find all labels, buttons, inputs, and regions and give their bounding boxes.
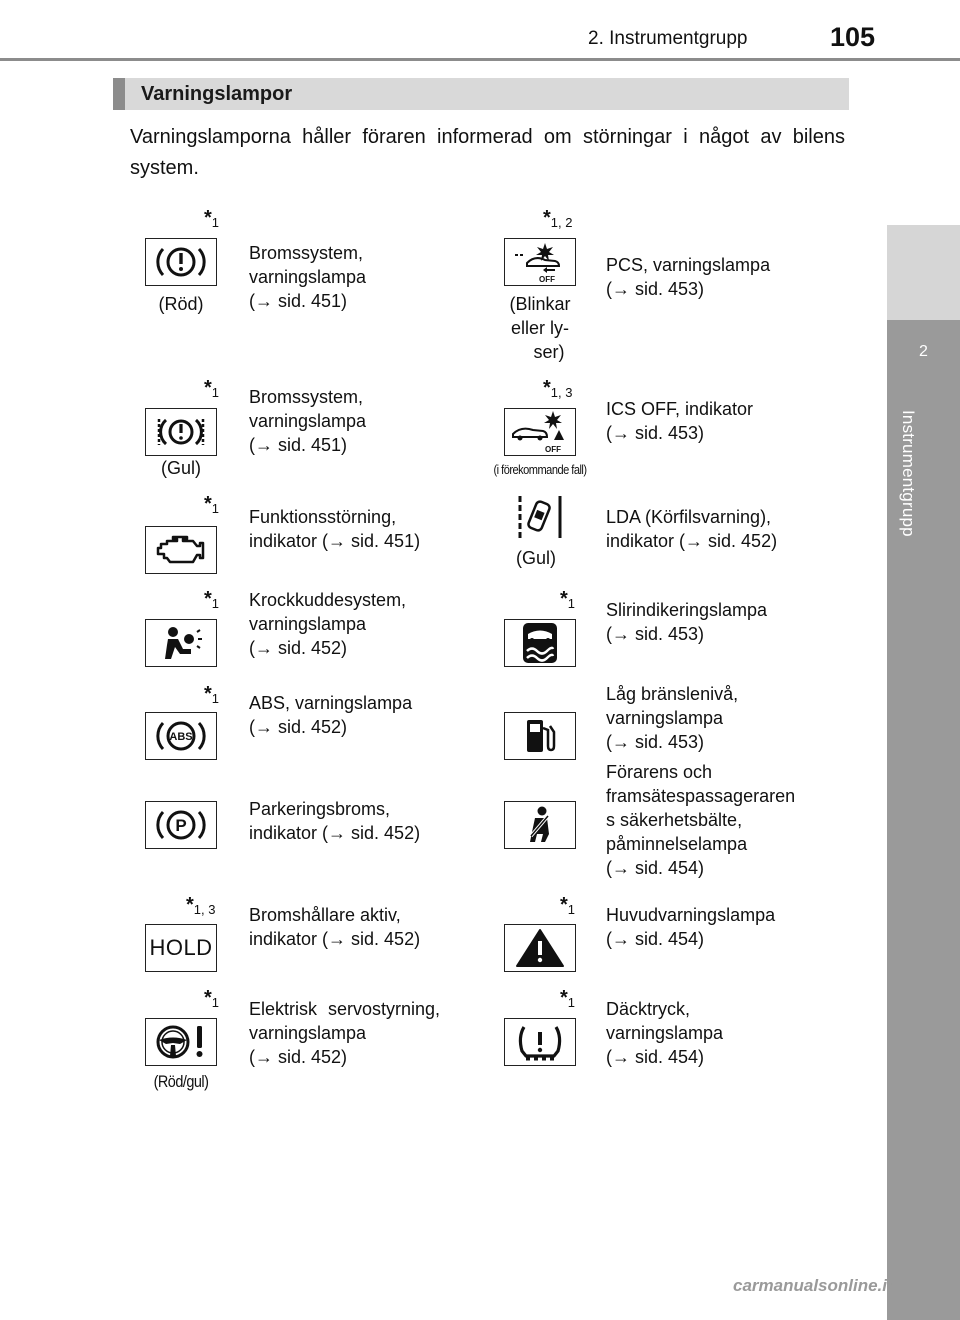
- icon-caption: (Blinkar eller ly- ser): [509, 294, 571, 362]
- fuel-icon: [504, 712, 576, 760]
- svg-text:OFF: OFF: [539, 275, 555, 284]
- footnote-marker: $*_1$: [204, 377, 220, 400]
- footnote-marker: $*_{1, 2}$: [543, 207, 573, 230]
- footnote-marker: $*_1$: [560, 894, 576, 917]
- engine-icon: [145, 526, 217, 574]
- pcs-off-icon: [504, 238, 576, 286]
- description: LDA (Körfilsvarning), indikator (→ sid. 452): [606, 507, 778, 551]
- description: Slirindikeringslampa (→ sid. 453): [606, 600, 768, 644]
- description: Däcktryck, varningslampa (→ sid. 454): [606, 999, 724, 1067]
- power-steering-icon: [145, 1018, 217, 1066]
- icon-caption: (i förekommande fall): [493, 462, 587, 477]
- footnote-marker: $*_{1, 3}$: [543, 377, 573, 400]
- parking-brake-icon: [145, 801, 217, 849]
- svg-text:OFF: OFF: [545, 445, 561, 454]
- side-tab-label: Instrumentgrupp: [899, 410, 918, 537]
- svg-text:ABS: ABS: [169, 731, 193, 743]
- intro-paragraph: Varningslamporna håller föraren informerad om störningar i något av bilens system.: [130, 126, 845, 179]
- footnote-marker: $*_1$: [204, 207, 220, 230]
- lda-icon: [504, 493, 576, 541]
- icon-caption: (Röd/gul): [153, 1072, 209, 1091]
- description: ABS, varningslampa (→ sid. 452): [249, 693, 413, 737]
- side-tab-number: 2: [919, 343, 928, 360]
- footnote-marker: $*_1$: [204, 987, 220, 1010]
- description: Låg bränslenivå, varningslampa (→ sid. 453): [606, 684, 739, 752]
- description: Huvudvarningslampa (→ sid. 454): [606, 905, 776, 949]
- side-tab-light: [887, 225, 960, 320]
- header-divider: [0, 58, 960, 61]
- master-warning-icon: [504, 924, 576, 972]
- icon-caption: (Gul): [516, 548, 556, 568]
- footnote-marker: $*_1$: [204, 588, 220, 611]
- description: Elektrisk servostyrning, varningslampa (→ sid. 452): [249, 999, 441, 1067]
- icon-caption: (Gul): [161, 458, 201, 478]
- icon-caption: (Röd): [158, 294, 204, 314]
- hold-icon: HOLD: [145, 924, 217, 972]
- footnote-marker: $*_1$: [560, 588, 576, 611]
- footnote-marker: $*_1$: [204, 683, 220, 706]
- footnote-marker: $*_{1, 3}$: [186, 894, 216, 917]
- slip-icon: [504, 619, 576, 667]
- abs-icon: [145, 712, 217, 760]
- footnote-marker: $*_1$: [204, 493, 220, 516]
- section-heading: [113, 78, 849, 110]
- tire-pressure-icon: [504, 1018, 576, 1066]
- description: PCS, varningslampa (→ sid. 453): [606, 255, 771, 299]
- svg-text:P: P: [175, 816, 187, 835]
- watermark: carmanualsonline.info: [733, 1276, 914, 1295]
- description: Bromssystem, varningslampa (→ sid. 451): [249, 387, 367, 455]
- seatbelt-icon: [504, 801, 576, 849]
- brake-red-icon: [145, 238, 217, 286]
- description: Bromssystem, varningslampa (→ sid. 451): [249, 243, 367, 311]
- running-header: 2. Instrumentgrupp: [588, 28, 748, 49]
- brake-yellow-icon: [145, 408, 217, 456]
- description: Förarens och framsätespassageraren s säkerhetsbälte, påminnelselampa (→ sid. 454): [606, 762, 796, 878]
- description: Funktionsstörning, indikator (→ sid. 451): [249, 507, 421, 551]
- ics-off-icon: [504, 408, 576, 456]
- footnote-marker: $*_1$: [560, 987, 576, 1010]
- description: ICS OFF, indikator (→ sid. 453): [606, 399, 754, 443]
- airbag-icon: [145, 619, 217, 667]
- description: Parkeringsbroms, indikator (→ sid. 452): [249, 799, 421, 843]
- page-number: 105: [830, 22, 876, 52]
- description: Bromshållare aktiv, indikator (→ sid. 452): [249, 905, 421, 949]
- section-title: Varningslampor: [141, 83, 293, 105]
- description: Krockkuddesystem, varningslampa (→ sid. 452): [249, 590, 407, 658]
